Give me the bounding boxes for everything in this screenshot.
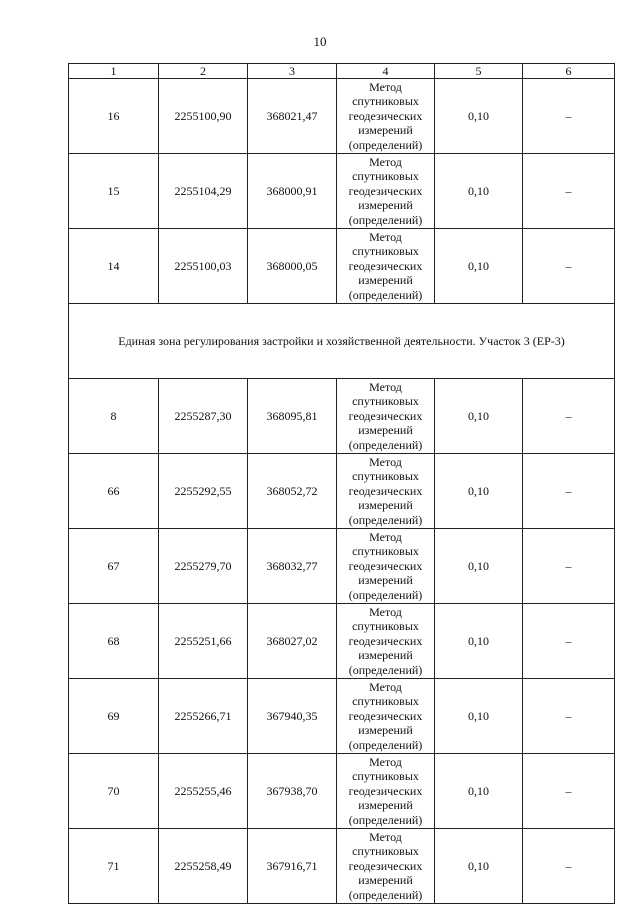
method-line: Метод <box>369 529 402 544</box>
accuracy-cell: 0,10 <box>435 454 523 529</box>
point-number-cell: 14 <box>69 229 159 304</box>
method-line: спутниковых <box>352 169 419 184</box>
method-line: спутниковых <box>352 619 419 634</box>
method-line: (определений) <box>348 512 423 527</box>
x-coordinate-cell: 2255287,30 <box>159 379 248 454</box>
method-line: спутниковых <box>352 394 419 409</box>
section-body <box>69 304 615 379</box>
method-line: Метод <box>369 154 402 169</box>
point-number-cell: 15 <box>69 154 159 229</box>
method-line: (определений) <box>348 212 423 227</box>
x-coordinate-cell: 2255255,46 <box>159 754 248 829</box>
column-header: 6 <box>523 64 615 79</box>
column-header: 2 <box>159 64 248 79</box>
y-coordinate-cell: 367940,35 <box>248 679 337 754</box>
note-cell: – <box>523 79 615 154</box>
note-cell: – <box>523 229 615 304</box>
method-cell <box>337 604 435 679</box>
method-line: спутниковых <box>352 544 419 559</box>
method-cell <box>337 829 435 904</box>
x-coordinate-cell: 2255258,49 <box>159 829 248 904</box>
method-line: измерений <box>358 723 413 738</box>
x-coordinate-cell: 2255100,03 <box>159 229 248 304</box>
note-cell: – <box>523 529 615 604</box>
accuracy-cell: 0,10 <box>435 679 523 754</box>
point-number-cell: 69 <box>69 679 159 754</box>
column-number-row <box>69 64 615 79</box>
y-coordinate-cell: 368032,77 <box>248 529 337 604</box>
x-coordinate-cell: 2255100,90 <box>159 79 248 154</box>
method-line: Метод <box>369 79 402 94</box>
table-body-before-section <box>69 79 615 304</box>
method-line: геодезических <box>348 408 423 423</box>
column-header: 1 <box>69 64 159 79</box>
method-line: геодезических <box>348 483 423 498</box>
y-coordinate-cell: 368027,02 <box>248 604 337 679</box>
method-line: Метод <box>369 229 402 244</box>
x-coordinate-cell: 2255251,66 <box>159 604 248 679</box>
column-header: 5 <box>435 64 523 79</box>
y-coordinate-cell: 368021,47 <box>248 79 337 154</box>
method-line: геодезических <box>348 183 423 198</box>
method-line: (определений) <box>348 887 423 902</box>
method-line: спутниковых <box>352 244 419 259</box>
accuracy-cell: 0,10 <box>435 829 523 904</box>
y-coordinate-cell: 368000,05 <box>248 229 337 304</box>
method-cell <box>337 79 435 154</box>
x-coordinate-cell: 2255292,55 <box>159 454 248 529</box>
table-row <box>69 604 615 679</box>
method-line: Метод <box>369 604 402 619</box>
method-line: Метод <box>369 679 402 694</box>
method-line: спутниковых <box>352 844 419 859</box>
method-line: (определений) <box>348 737 423 752</box>
method-cell <box>337 754 435 829</box>
method-line: (определений) <box>348 812 423 827</box>
method-line: геодезических <box>348 258 423 273</box>
y-coordinate-cell: 368000,91 <box>248 154 337 229</box>
method-cell <box>337 454 435 529</box>
x-coordinate-cell: 2255104,29 <box>159 154 248 229</box>
note-cell: – <box>523 454 615 529</box>
column-header: 4 <box>337 64 435 79</box>
table-row <box>69 529 615 604</box>
method-line: геодезических <box>348 708 423 723</box>
page-number: 10 <box>313 34 327 49</box>
note-cell: – <box>523 829 615 904</box>
method-line: измерений <box>358 798 413 813</box>
method-line: (определений) <box>348 662 423 677</box>
method-line: измерений <box>358 498 413 513</box>
method-line: измерений <box>358 123 413 138</box>
accuracy-cell: 0,10 <box>435 154 523 229</box>
accuracy-cell: 0,10 <box>435 529 523 604</box>
accuracy-cell: 0,10 <box>435 229 523 304</box>
method-cell <box>337 679 435 754</box>
point-number-cell: 70 <box>69 754 159 829</box>
method-line: (определений) <box>348 287 423 302</box>
x-coordinate-cell: 2255279,70 <box>159 529 248 604</box>
column-header: 3 <box>248 64 337 79</box>
method-cell <box>337 229 435 304</box>
method-line: измерений <box>358 423 413 438</box>
point-number-cell: 68 <box>69 604 159 679</box>
x-coordinate-cell: 2255266,71 <box>159 679 248 754</box>
y-coordinate-cell: 367916,71 <box>248 829 337 904</box>
method-line: измерений <box>358 198 413 213</box>
method-line: геодезических <box>348 108 423 123</box>
method-line: (определений) <box>348 137 423 152</box>
method-cell <box>337 154 435 229</box>
method-line: спутниковых <box>352 694 419 709</box>
method-line: геодезических <box>348 858 423 873</box>
table-row <box>69 754 615 829</box>
note-cell: – <box>523 154 615 229</box>
method-line: геодезических <box>348 783 423 798</box>
y-coordinate-cell: 368095,81 <box>248 379 337 454</box>
y-coordinate-cell: 368052,72 <box>248 454 337 529</box>
point-number-cell: 67 <box>69 529 159 604</box>
section-row <box>69 304 615 379</box>
method-cell <box>337 379 435 454</box>
method-line: измерений <box>358 648 413 663</box>
table-row <box>69 154 615 229</box>
method-line: Метод <box>369 754 402 769</box>
method-line: спутниковых <box>352 769 419 784</box>
table-body-after-section <box>69 379 615 904</box>
table-row <box>69 829 615 904</box>
method-line: (определений) <box>348 587 423 602</box>
table-row <box>69 379 615 454</box>
point-number-cell: 8 <box>69 379 159 454</box>
method-line: измерений <box>358 573 413 588</box>
method-line: (определений) <box>348 437 423 452</box>
method-line: измерений <box>358 873 413 888</box>
accuracy-cell: 0,10 <box>435 79 523 154</box>
method-line: спутниковых <box>352 94 419 109</box>
note-cell: – <box>523 604 615 679</box>
point-number-cell: 16 <box>69 79 159 154</box>
method-line: геодезических <box>348 633 423 648</box>
note-cell: – <box>523 679 615 754</box>
point-number-cell: 71 <box>69 829 159 904</box>
table-row <box>69 229 615 304</box>
note-cell: – <box>523 379 615 454</box>
method-line: Метод <box>369 379 402 394</box>
table-row <box>69 454 615 529</box>
table-row <box>69 79 615 154</box>
point-number-cell: 66 <box>69 454 159 529</box>
table-row <box>69 679 615 754</box>
accuracy-cell: 0,10 <box>435 754 523 829</box>
method-line: Метод <box>369 829 402 844</box>
method-cell <box>337 529 435 604</box>
accuracy-cell: 0,10 <box>435 379 523 454</box>
section-title: Единая зона регулирования застройки и хозяйственной деятельности. Участок 3 (ЕР-3) <box>69 304 615 379</box>
method-line: Метод <box>369 454 402 469</box>
y-coordinate-cell: 367938,70 <box>248 754 337 829</box>
note-cell: – <box>523 754 615 829</box>
accuracy-cell: 0,10 <box>435 604 523 679</box>
coordinates-table <box>68 63 615 904</box>
method-line: измерений <box>358 273 413 288</box>
method-line: спутниковых <box>352 469 419 484</box>
method-line: геодезических <box>348 558 423 573</box>
